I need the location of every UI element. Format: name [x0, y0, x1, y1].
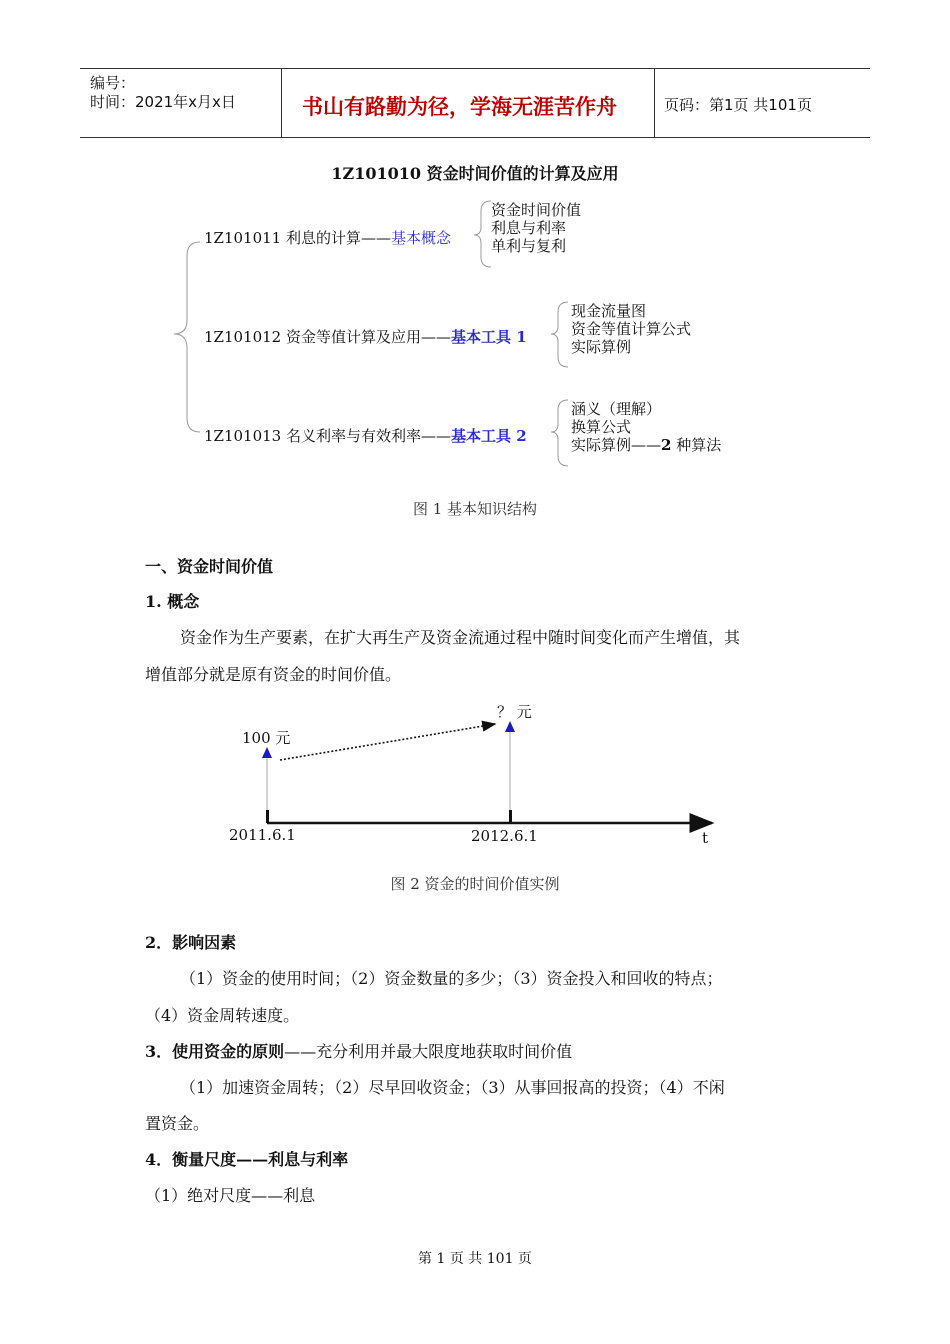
figure-1-caption: 图 1 基本知识结构 [412, 500, 538, 518]
page-footer: 第 1 页 共 101 页 [418, 1251, 532, 1267]
factors-line-2: （4）资金周转速度。 [145, 1006, 300, 1025]
branch-2-items [571, 302, 691, 356]
list-item: 换算公式 [571, 418, 632, 436]
start-date: 2011.6.1 [229, 826, 296, 844]
section-4-heading: 4．衡量尺度——利息与利率 [145, 1150, 349, 1169]
brace-1 [474, 201, 491, 267]
structure-braces [0, 0, 950, 480]
branch-1-items [491, 201, 581, 255]
figure-2-caption: 图 2 资金的时间价值实例 [390, 875, 560, 893]
motto: 书山有路勤为径，学海无涯苦作舟 [302, 95, 617, 119]
growth-arrow [280, 724, 495, 760]
section-3-heading: 3．使用资金的原则——充分利用并最大限度地获取时间价值 [145, 1042, 573, 1061]
list-item: 现金流量图 [571, 302, 647, 320]
start-arrow-head [262, 747, 272, 758]
branch-1-label: 1Z101011 利息的计算——基本概念 [204, 229, 452, 247]
concept-paragraph-line-1: 资金作为生产要素，在扩大再生产及资金流通过程中随时间变化而产生增值，其 [180, 628, 741, 647]
end-arrow-head [505, 721, 515, 732]
list-item: 涵义（理解） [571, 400, 662, 418]
factors-line-1: （1）资金的使用时间；（2）资金数量的多少；（3）资金投入和回收的特点； [180, 969, 723, 988]
start-tick [266, 810, 269, 823]
list-item: 实际算例 [571, 338, 632, 356]
end-amount: ？ 元 [497, 703, 532, 721]
concept-paragraph-line-2: 增值部分就是原有资金的时间价值。 [145, 665, 402, 684]
page-title: 1Z101010 资金时间价值的计算及应用 [331, 164, 619, 183]
start-amount: 100 元 [242, 729, 291, 747]
principles-line-1: （1）加速资金周转；（2）尽早回收资金；（3）从事回报高的投资；（4）不闲 [180, 1078, 725, 1097]
section-4-item-1: （1）绝对尺度——利息 [145, 1186, 316, 1205]
section-1-sub-heading: 1. 概念 [145, 592, 200, 611]
list-item: 实际算例——2 种算法 [571, 436, 722, 454]
number-label: 编号： [90, 74, 136, 92]
section-1-heading: 一、资金时间价值 [145, 557, 274, 576]
end-date: 2012.6.1 [471, 827, 538, 845]
section-2-heading: 2．影响因素 [145, 933, 237, 952]
end-tick [509, 810, 512, 823]
main-brace [174, 242, 200, 432]
brace-3 [551, 400, 568, 466]
branch-2-label: 1Z101012 资金等值计算及应用——基本工具 1 [204, 328, 527, 346]
page-code: 页码：第1页 共101页 [664, 96, 812, 114]
branch-3-items [571, 400, 721, 454]
branch-3-label: 1Z101013 名义利率与有效利率——基本工具 2 [204, 427, 527, 445]
axis-label: t [702, 829, 709, 847]
list-item: 资金等值计算公式 [571, 320, 692, 338]
brace-2 [551, 302, 568, 367]
principles-line-2: 置资金。 [145, 1114, 210, 1133]
list-item: 单利与复利 [491, 237, 567, 255]
time-label: 时间：2021年x月x日 [90, 93, 236, 111]
list-item: 资金时间价值 [491, 201, 582, 219]
list-item: 利息与利率 [491, 219, 567, 237]
